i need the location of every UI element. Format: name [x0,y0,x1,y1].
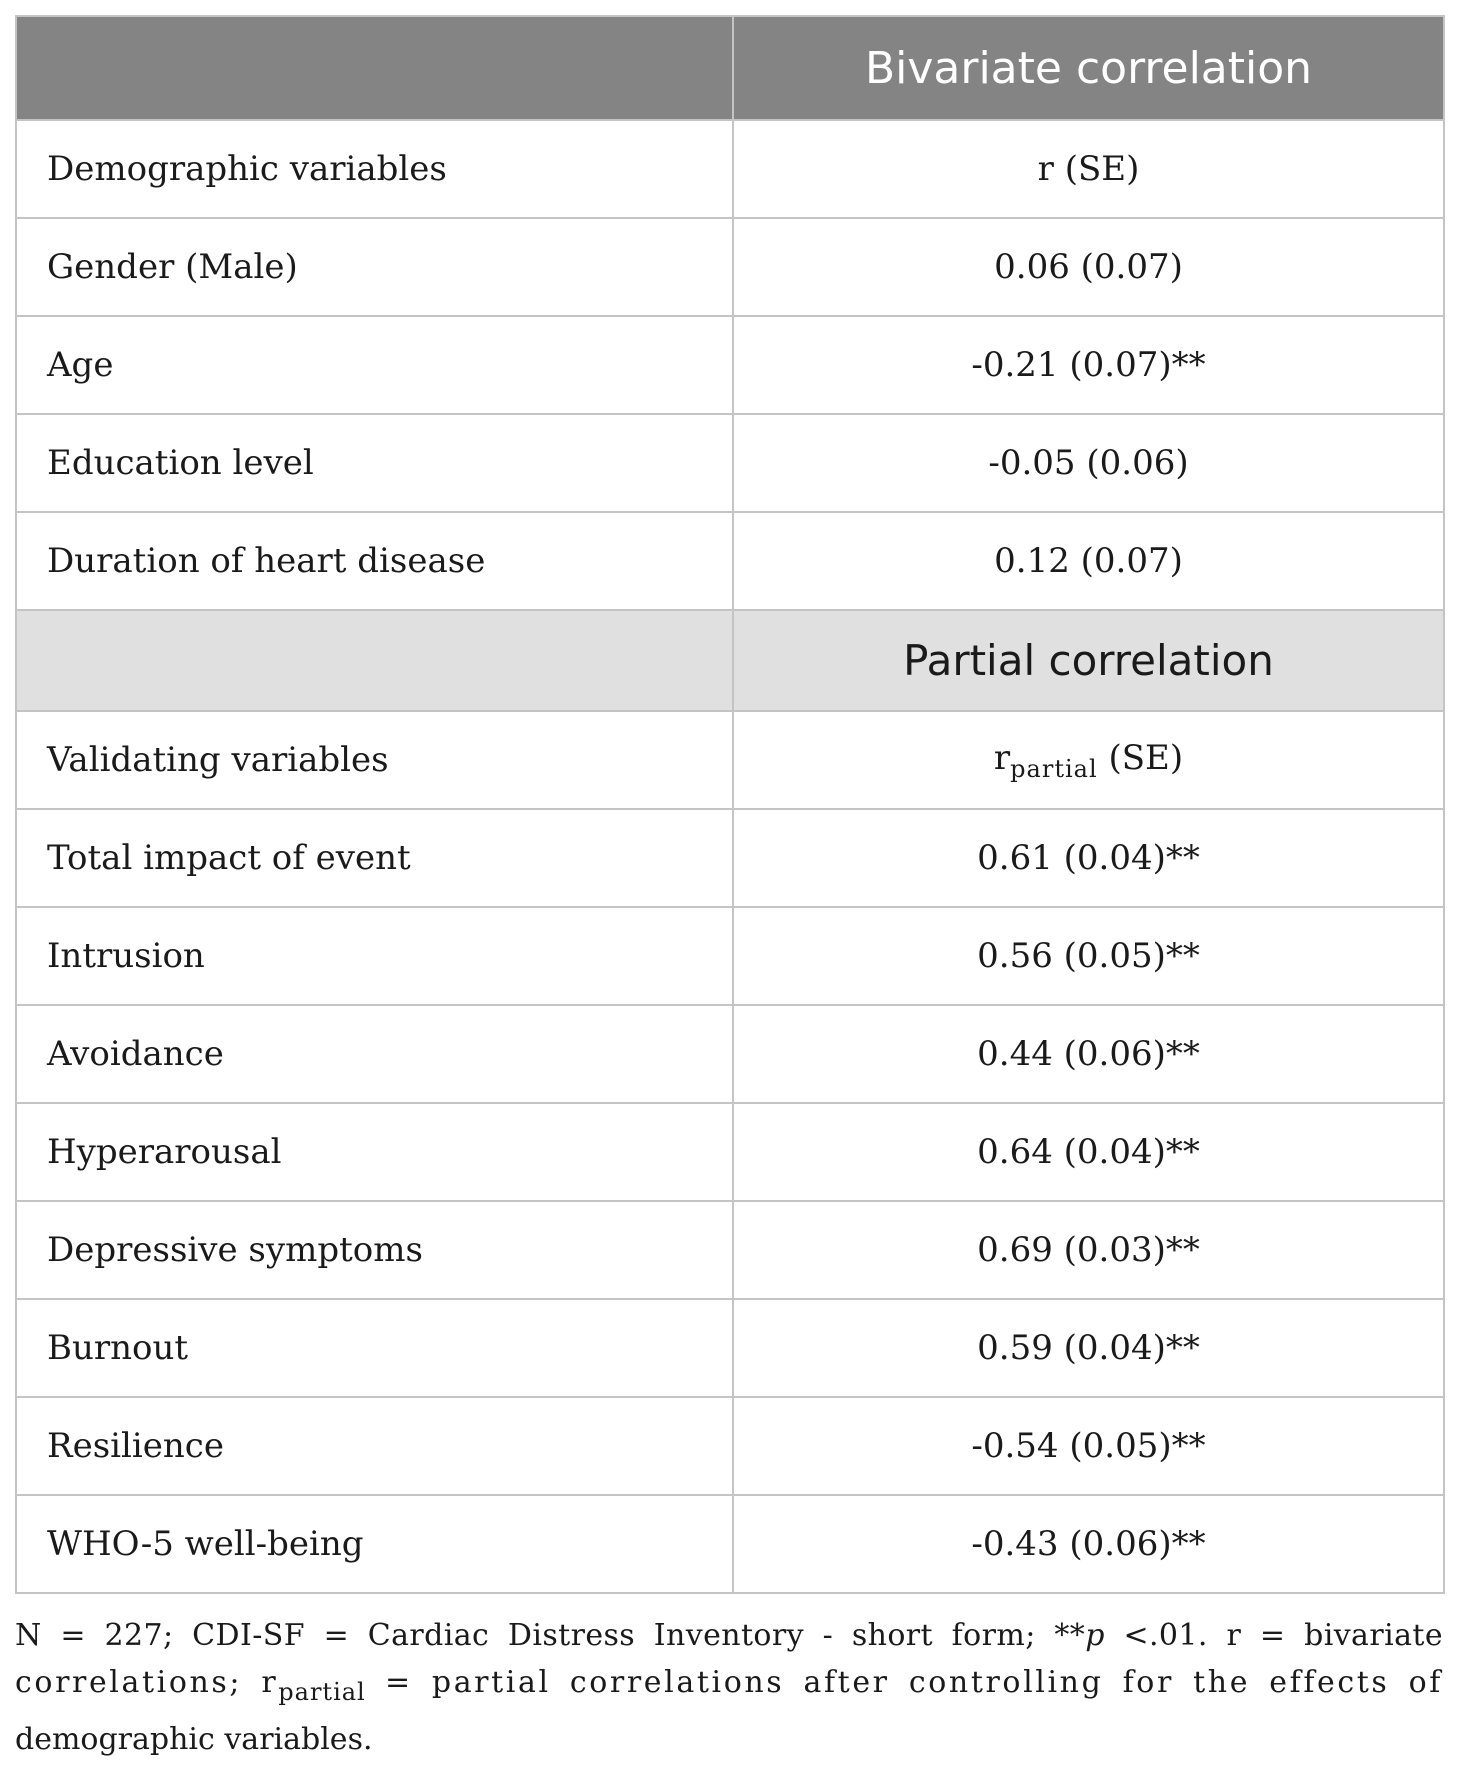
row-label: Resilience [16,1397,733,1495]
row-label: Avoidance [16,1005,733,1103]
table-row [16,512,1444,610]
footnote-part-3: correlations; r [15,1665,279,1700]
row-label: Burnout [16,1299,733,1397]
footnote-p: p [1085,1618,1105,1653]
correlation-table [15,15,1445,1594]
header-empty-cell [16,16,733,120]
row-value: -0.54 (0.05)** [733,1397,1444,1495]
bivariate-header-row [16,16,1444,120]
row-value: -0.21 (0.07)** [733,316,1444,414]
row-label: Gender (Male) [16,218,733,316]
table-footnote [15,1612,1443,1763]
header-empty-cell [16,610,733,711]
footnote-line-2 [15,1659,1443,1716]
row-label: Total impact of event [16,809,733,907]
row-value: 0.56 (0.05)** [733,907,1444,1005]
footnote-line-1 [15,1612,1443,1659]
footnote-part-4: = partial correlations after controlling for the effects of [365,1665,1444,1700]
validating-label: Validating variables [16,711,733,809]
row-value: 0.69 (0.03)** [733,1201,1444,1299]
footnote-part-1: N = 227; CDI-SF = Cardiac Distress Inventory - short form; ** [15,1618,1086,1653]
row-value: 0.44 (0.06)** [733,1005,1444,1103]
table-row [16,316,1444,414]
row-value: 0.12 (0.07) [733,512,1444,610]
table-row [16,218,1444,316]
table-row [16,1005,1444,1103]
stat-label-r-partial [733,711,1444,809]
table-row [16,1299,1444,1397]
footnote-subscript: partial [278,1678,366,1706]
row-label: WHO-5 well-being [16,1495,733,1593]
table-row [16,1201,1444,1299]
footnote-line-3: demographic variables. [15,1722,373,1757]
table-row [16,1495,1444,1593]
demographic-label-row [16,120,1444,218]
bivariate-header: Bivariate correlation [733,16,1444,120]
stat-label-r: r (SE) [733,120,1444,218]
stat-se: (SE) [1108,737,1184,778]
footnote-part-2: <.01. r = bivariate [1104,1618,1443,1653]
row-label: Depressive symptoms [16,1201,733,1299]
row-label: Age [16,316,733,414]
stat-r: r [993,737,1011,778]
partial-header: Partial correlation [733,610,1444,711]
table-row [16,907,1444,1005]
row-label: Duration of heart disease [16,512,733,610]
table-row [16,809,1444,907]
row-value: 0.61 (0.04)** [733,809,1444,907]
row-label: Education level [16,414,733,512]
row-value: -0.05 (0.06) [733,414,1444,512]
table-row [16,1397,1444,1495]
row-value: 0.06 (0.07) [733,218,1444,316]
row-value: -0.43 (0.06)** [733,1495,1444,1593]
row-label: Hyperarousal [16,1103,733,1201]
demographic-label: Demographic variables [16,120,733,218]
partial-header-row [16,610,1444,711]
table-row [16,414,1444,512]
row-value: 0.59 (0.04)** [733,1299,1444,1397]
table-row [16,1103,1444,1201]
row-value: 0.64 (0.04)** [733,1103,1444,1201]
row-label: Intrusion [16,907,733,1005]
validating-label-row [16,711,1444,809]
stat-subscript: partial [1010,754,1098,783]
